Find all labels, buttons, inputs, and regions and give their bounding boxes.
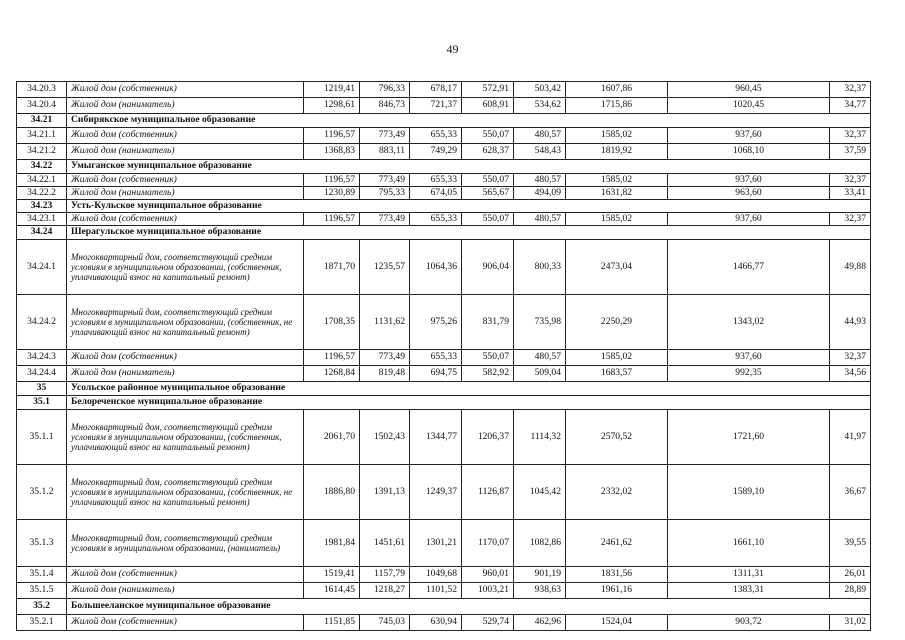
value-col-2: 1131,62 — [360, 295, 410, 350]
table-row — [17, 174, 871, 187]
value-col-7: 1068,10 — [668, 144, 830, 160]
value-col-4: 550,07 — [462, 174, 514, 187]
table-row — [17, 213, 871, 226]
row-code: 35.1 — [17, 396, 67, 410]
value-col-7: 1383,31 — [668, 583, 830, 599]
row-description: Многоквартирный дом, соответствующий средним условиям в муниципальном образовании, (собственник, не уплачивающий взнос на капитальный ремонт) — [67, 465, 304, 520]
value-col-7: 1589,10 — [668, 465, 830, 520]
value-col-5: 503,42 — [514, 82, 566, 98]
value-col-1: 1981,84 — [304, 520, 360, 567]
value-col-3: 655,33 — [410, 128, 462, 144]
value-col-3: 655,33 — [410, 350, 462, 366]
value-col-6: 1585,02 — [566, 350, 668, 366]
table-row — [17, 98, 871, 114]
value-col-6: 1831,56 — [566, 567, 668, 583]
value-col-3: 721,37 — [410, 98, 462, 114]
row-code: 34.24.1 — [17, 240, 67, 295]
value-col-3: 1301,21 — [410, 520, 462, 567]
page-number: 49 — [446, 42, 459, 56]
section-title: Умыганское муниципальное образование — [67, 160, 871, 174]
value-col-7: 1343,02 — [668, 295, 830, 350]
row-description: Жилой дом (наниматель) — [67, 187, 304, 200]
value-col-2: 1391,13 — [360, 465, 410, 520]
value-col-2: 796,33 — [360, 82, 410, 98]
value-col-8: 31,02 — [830, 615, 871, 631]
value-col-6: 2570,52 — [566, 410, 668, 465]
value-col-6: 2473,04 — [566, 240, 668, 295]
value-col-4: 1206,37 — [462, 410, 514, 465]
value-col-6: 1524,04 — [566, 615, 668, 631]
value-col-1: 1708,35 — [304, 295, 360, 350]
section-header-row — [17, 382, 871, 396]
tariff-table — [16, 81, 871, 631]
row-description: Жилой дом (наниматель) — [67, 583, 304, 599]
table-body — [17, 82, 871, 631]
value-col-8: 26,01 — [830, 567, 871, 583]
value-col-8: 32,37 — [830, 213, 871, 226]
value-col-5: 1082,86 — [514, 520, 566, 567]
value-col-4: 628,37 — [462, 144, 514, 160]
value-col-5: 534,62 — [514, 98, 566, 114]
value-col-1: 1871,70 — [304, 240, 360, 295]
value-col-2: 819,48 — [360, 366, 410, 382]
table-row — [17, 583, 871, 599]
value-col-5: 901,19 — [514, 567, 566, 583]
value-col-8: 28,89 — [830, 583, 871, 599]
row-code: 35.1.3 — [17, 520, 67, 567]
value-col-6: 1961,16 — [566, 583, 668, 599]
value-col-6: 1585,02 — [566, 213, 668, 226]
value-col-1: 1196,57 — [304, 174, 360, 187]
value-col-4: 582,92 — [462, 366, 514, 382]
value-col-7: 937,60 — [668, 128, 830, 144]
section-title: Шерагульское муниципальное образование — [67, 226, 871, 240]
value-col-6: 1631,82 — [566, 187, 668, 200]
value-col-8: 49,88 — [830, 240, 871, 295]
section-header-row — [17, 226, 871, 240]
value-col-2: 745,03 — [360, 615, 410, 631]
value-col-4: 831,79 — [462, 295, 514, 350]
table-row — [17, 520, 871, 567]
row-description: Жилой дом (наниматель) — [67, 98, 304, 114]
value-col-5: 938,63 — [514, 583, 566, 599]
value-col-2: 846,73 — [360, 98, 410, 114]
row-code: 34.21.2 — [17, 144, 67, 160]
row-code: 34.22.2 — [17, 187, 67, 200]
value-col-2: 1157,79 — [360, 567, 410, 583]
value-col-3: 1249,37 — [410, 465, 462, 520]
value-col-3: 975,26 — [410, 295, 462, 350]
value-col-6: 2250,29 — [566, 295, 668, 350]
value-col-1: 2061,70 — [304, 410, 360, 465]
value-col-5: 548,43 — [514, 144, 566, 160]
value-col-3: 1049,68 — [410, 567, 462, 583]
value-col-7: 960,45 — [668, 82, 830, 98]
value-col-1: 1268,84 — [304, 366, 360, 382]
section-title: Белореченское муниципальное образование — [67, 396, 871, 410]
value-col-3: 694,75 — [410, 366, 462, 382]
section-title: Большееланское муниципальное образование — [67, 599, 871, 615]
value-col-2: 1451,61 — [360, 520, 410, 567]
value-col-8: 32,37 — [830, 82, 871, 98]
value-col-2: 1218,27 — [360, 583, 410, 599]
value-col-1: 1614,45 — [304, 583, 360, 599]
row-description: Многоквартирный дом, соответствующий средним условиям в муниципальном образовании, (наниматель) — [67, 520, 304, 567]
value-col-8: 39,55 — [830, 520, 871, 567]
section-title: Усольское районное муниципальное образование — [67, 382, 871, 396]
table-row — [17, 366, 871, 382]
value-col-2: 1235,57 — [360, 240, 410, 295]
value-col-7: 963,60 — [668, 187, 830, 200]
row-code: 34.23.1 — [17, 213, 67, 226]
row-code: 35 — [17, 382, 67, 396]
row-description: Жилой дом (собственник) — [67, 128, 304, 144]
value-col-4: 565,67 — [462, 187, 514, 200]
value-col-8: 37,59 — [830, 144, 871, 160]
value-col-3: 655,33 — [410, 213, 462, 226]
section-header-row — [17, 599, 871, 615]
value-col-3: 674,05 — [410, 187, 462, 200]
row-code: 35.2.1 — [17, 615, 67, 631]
value-col-3: 1344,77 — [410, 410, 462, 465]
value-col-7: 937,60 — [668, 174, 830, 187]
value-col-5: 462,96 — [514, 615, 566, 631]
table-row — [17, 128, 871, 144]
section-header-row — [17, 200, 871, 213]
value-col-2: 795,33 — [360, 187, 410, 200]
row-description: Жилой дом (наниматель) — [67, 144, 304, 160]
row-code: 34.21 — [17, 114, 67, 128]
value-col-1: 1196,57 — [304, 213, 360, 226]
value-col-5: 480,57 — [514, 213, 566, 226]
value-col-3: 630,94 — [410, 615, 462, 631]
table-row — [17, 350, 871, 366]
table-row — [17, 567, 871, 583]
value-col-5: 1045,42 — [514, 465, 566, 520]
value-col-8: 34,56 — [830, 366, 871, 382]
table-row — [17, 144, 871, 160]
value-col-1: 1368,83 — [304, 144, 360, 160]
value-col-1: 1886,80 — [304, 465, 360, 520]
row-code: 34.24.3 — [17, 350, 67, 366]
value-col-4: 529,74 — [462, 615, 514, 631]
section-header-row — [17, 114, 871, 128]
value-col-1: 1230,89 — [304, 187, 360, 200]
value-col-6: 2332,02 — [566, 465, 668, 520]
section-header-row — [17, 396, 871, 410]
row-code: 35.1.4 — [17, 567, 67, 583]
value-col-5: 1114,32 — [514, 410, 566, 465]
value-col-2: 773,49 — [360, 174, 410, 187]
value-col-6: 1819,92 — [566, 144, 668, 160]
value-col-8: 41,97 — [830, 410, 871, 465]
row-code: 35.1.2 — [17, 465, 67, 520]
value-col-3: 678,17 — [410, 82, 462, 98]
value-col-3: 1101,52 — [410, 583, 462, 599]
value-col-3: 749,29 — [410, 144, 462, 160]
value-col-1: 1519,41 — [304, 567, 360, 583]
value-col-8: 32,37 — [830, 128, 871, 144]
value-col-8: 44,93 — [830, 295, 871, 350]
row-description: Жилой дом (собственник) — [67, 82, 304, 98]
value-col-4: 1170,07 — [462, 520, 514, 567]
value-col-8: 33,41 — [830, 187, 871, 200]
row-code: 35.2 — [17, 599, 67, 615]
value-col-1: 1151,85 — [304, 615, 360, 631]
value-col-2: 773,49 — [360, 213, 410, 226]
table-row — [17, 410, 871, 465]
value-col-7: 1721,60 — [668, 410, 830, 465]
section-title: Сибирякское муниципальное образование — [67, 114, 871, 128]
value-col-5: 480,57 — [514, 350, 566, 366]
value-col-8: 32,37 — [830, 350, 871, 366]
value-col-7: 937,60 — [668, 213, 830, 226]
value-col-8: 36,67 — [830, 465, 871, 520]
row-code: 34.21.1 — [17, 128, 67, 144]
value-col-5: 800,33 — [514, 240, 566, 295]
row-description: Жилой дом (собственник) — [67, 213, 304, 226]
row-description: Многоквартирный дом, соответствующий средним условиям в муниципальном образовании, (собственник, уплачивающий взнос на капитальный ремонт) — [67, 410, 304, 465]
value-col-4: 550,07 — [462, 213, 514, 226]
row-code: 35.1.1 — [17, 410, 67, 465]
value-col-2: 773,49 — [360, 350, 410, 366]
value-col-6: 2461,62 — [566, 520, 668, 567]
value-col-8: 34,77 — [830, 98, 871, 114]
value-col-5: 494,09 — [514, 187, 566, 200]
row-code: 35.1.5 — [17, 583, 67, 599]
row-description: Жилой дом (собственник) — [67, 350, 304, 366]
value-col-4: 960,01 — [462, 567, 514, 583]
table-row — [17, 82, 871, 98]
row-description: Многоквартирный дом, соответствующий средним условиям в муниципальном образовании, (собственник, уплачивающий взнос на капитальный ремонт) — [67, 240, 304, 295]
row-code: 34.22.1 — [17, 174, 67, 187]
value-col-4: 1003,21 — [462, 583, 514, 599]
value-col-6: 1683,57 — [566, 366, 668, 382]
row-description: Жилой дом (наниматель) — [67, 366, 304, 382]
value-col-7: 903,72 — [668, 615, 830, 631]
value-col-6: 1585,02 — [566, 174, 668, 187]
value-col-2: 883,11 — [360, 144, 410, 160]
row-description: Жилой дом (собственник) — [67, 174, 304, 187]
row-code: 34.24.2 — [17, 295, 67, 350]
value-col-4: 1126,87 — [462, 465, 514, 520]
value-col-1: 1219,41 — [304, 82, 360, 98]
table-row — [17, 615, 871, 631]
value-col-2: 1502,43 — [360, 410, 410, 465]
value-col-7: 1311,31 — [668, 567, 830, 583]
section-header-row — [17, 160, 871, 174]
value-col-6: 1715,86 — [566, 98, 668, 114]
value-col-3: 655,33 — [410, 174, 462, 187]
value-col-1: 1196,57 — [304, 128, 360, 144]
value-col-2: 773,49 — [360, 128, 410, 144]
value-col-4: 550,07 — [462, 128, 514, 144]
row-code: 34.20.3 — [17, 82, 67, 98]
table-row — [17, 295, 871, 350]
row-code: 34.24 — [17, 226, 67, 240]
table-row — [17, 187, 871, 200]
value-col-7: 992,35 — [668, 366, 830, 382]
row-code: 34.24.4 — [17, 366, 67, 382]
row-code: 34.23 — [17, 200, 67, 213]
value-col-1: 1298,61 — [304, 98, 360, 114]
value-col-4: 608,91 — [462, 98, 514, 114]
value-col-7: 1466,77 — [668, 240, 830, 295]
value-col-5: 735,98 — [514, 295, 566, 350]
value-col-5: 480,57 — [514, 128, 566, 144]
value-col-5: 509,04 — [514, 366, 566, 382]
table-row — [17, 240, 871, 295]
row-description: Жилой дом (собственник) — [67, 615, 304, 631]
value-col-3: 1064,36 — [410, 240, 462, 295]
value-col-7: 937,60 — [668, 350, 830, 366]
value-col-4: 906,04 — [462, 240, 514, 295]
value-col-6: 1585,02 — [566, 128, 668, 144]
value-col-5: 480,57 — [514, 174, 566, 187]
value-col-7: 1020,45 — [668, 98, 830, 114]
value-col-1: 1196,57 — [304, 350, 360, 366]
value-col-7: 1661,10 — [668, 520, 830, 567]
value-col-6: 1607,86 — [566, 82, 668, 98]
row-code: 34.20.4 — [17, 98, 67, 114]
value-col-4: 550,07 — [462, 350, 514, 366]
table-row — [17, 465, 871, 520]
row-description: Многоквартирный дом, соответствующий средним условиям в муниципальном образовании, (собственник, не уплачивающий взнос на капитальный ремонт) — [67, 295, 304, 350]
section-title: Усть-Кульское муниципальное образование — [67, 200, 871, 213]
row-description: Жилой дом (собственник) — [67, 567, 304, 583]
value-col-8: 32,37 — [830, 174, 871, 187]
value-col-4: 572,91 — [462, 82, 514, 98]
row-code: 34.22 — [17, 160, 67, 174]
